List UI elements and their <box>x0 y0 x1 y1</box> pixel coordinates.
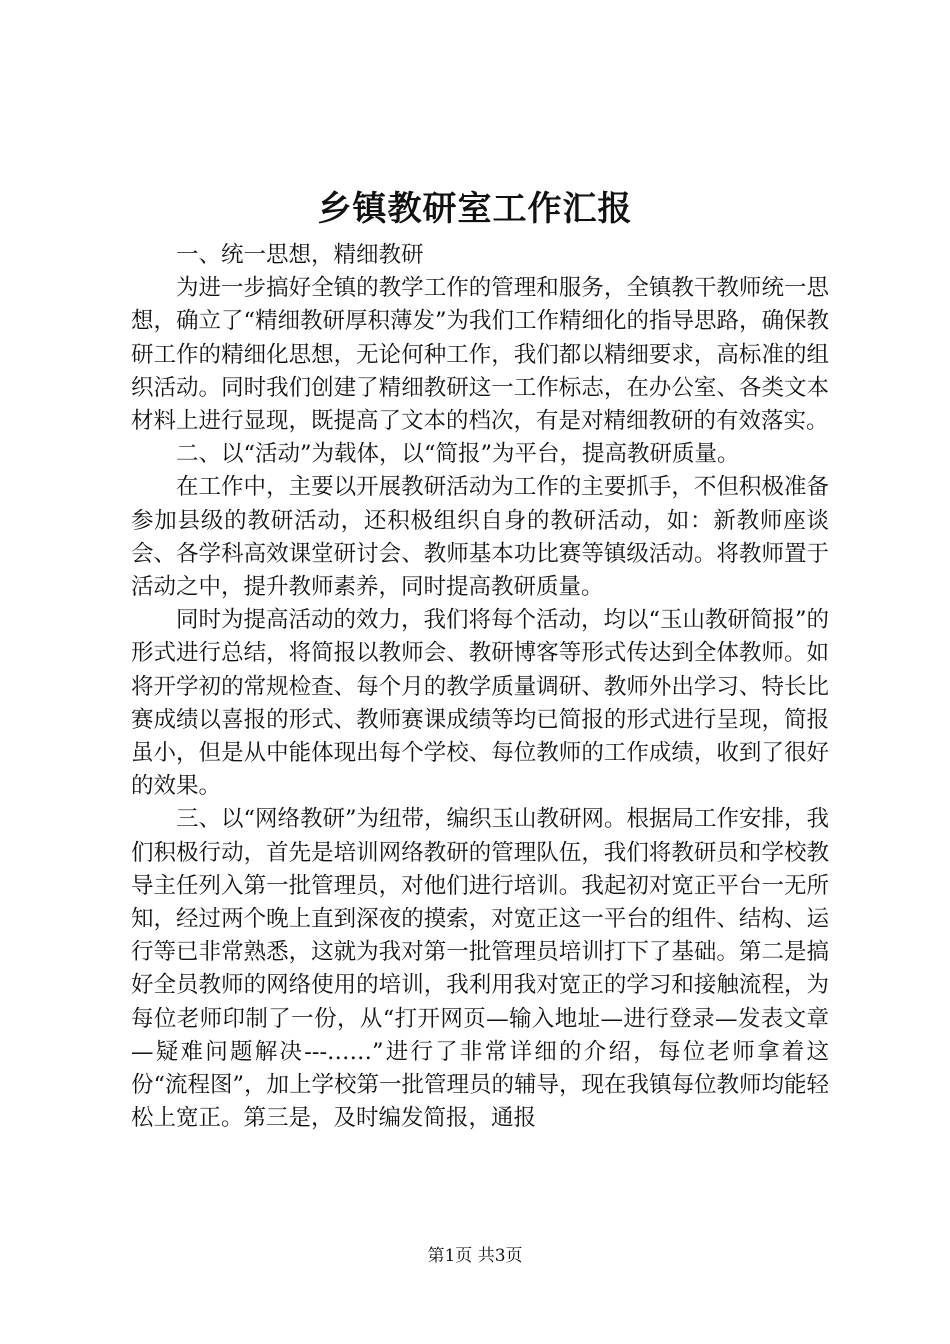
body-paragraph: 同时为提高活动的效力，我们将每个活动，均以“玉山教研简报”的形式进行总结，将简报以教师会、教研博客等形式传达到全体教师。如将开学初的常规检查、每个月的教学质量调研、教师外出学习、特长比赛成绩以喜报的形式、教师赛课成绩等均已简报的形式进行呈现，简报虽小，但是从中能体现出每个学校、每位教师的工作成绩，收到了很好的效果。 <box>131 607 830 800</box>
page-footer: 第1页 共3页 <box>427 1246 523 1266</box>
document-title: 乡镇教研室工作汇报 <box>317 189 633 229</box>
body-paragraph: 在工作中，主要以开展教研活动为工作的主要抓手，不但积极准备参加县级的教研活动，还积极组织自身的教研活动，如：新教师座谈会、各学科高效课堂研讨会、教师基本功比赛等镇级活动。将教师置于活动之中，提升教师素养，同时提高教研质量。 <box>131 474 829 601</box>
body-paragraph: 为进一步搞好全镇的教学工作的管理和服务，全镇教干教师统一思想，确立了“精细教研厚积薄发”为我们工作精细化的指导思路，确保教研工作的精细化思想，无论何种工作，我们都以精细要求，高标准的组织活动。同时我们创建了精细教研这一工作标志，在办公室、各类文本材料上进行显现，既提高了文本的档次，有是对精细教研的有效落实。 <box>131 275 830 435</box>
document-body <box>131 239 829 1135</box>
body-paragraph: 三、以“网络教研”为纽带，编织玉山教研网。根据局工作安排，我们积极行动，首先是培训网络教研的管理队伍，我们将教研员和学校教导主任列入第一批管理员，对他们进行培训。我起初对宽正平台一无所知，经过两个晚上直到深夜的摸索，对宽正这一平台的组件、结构、运行等已非常熟悉，这就为我对第一批管理员培训打下了基础。第二是搞好全员教师的网络使用的培训，我利用我对宽正的学习和接触流程，为每位老师印制了一份，从“打开网页—输入地址—进行登录—发表文章—疑难问题解决---……”进行了非常详细的介绍，每位老师拿着这份“流程图”，加上学校第一批管理员的辅导，现在我镇每位教师均能轻松上宽正。第三是，及时编发简报，通报 <box>131 806 830 1132</box>
section-heading-2: 二、以“活动”为载体，以“简报”为平台，提高教研质量。 <box>176 441 740 468</box>
section-heading-1: 一、统一思想，精细教研 <box>176 242 424 268</box>
